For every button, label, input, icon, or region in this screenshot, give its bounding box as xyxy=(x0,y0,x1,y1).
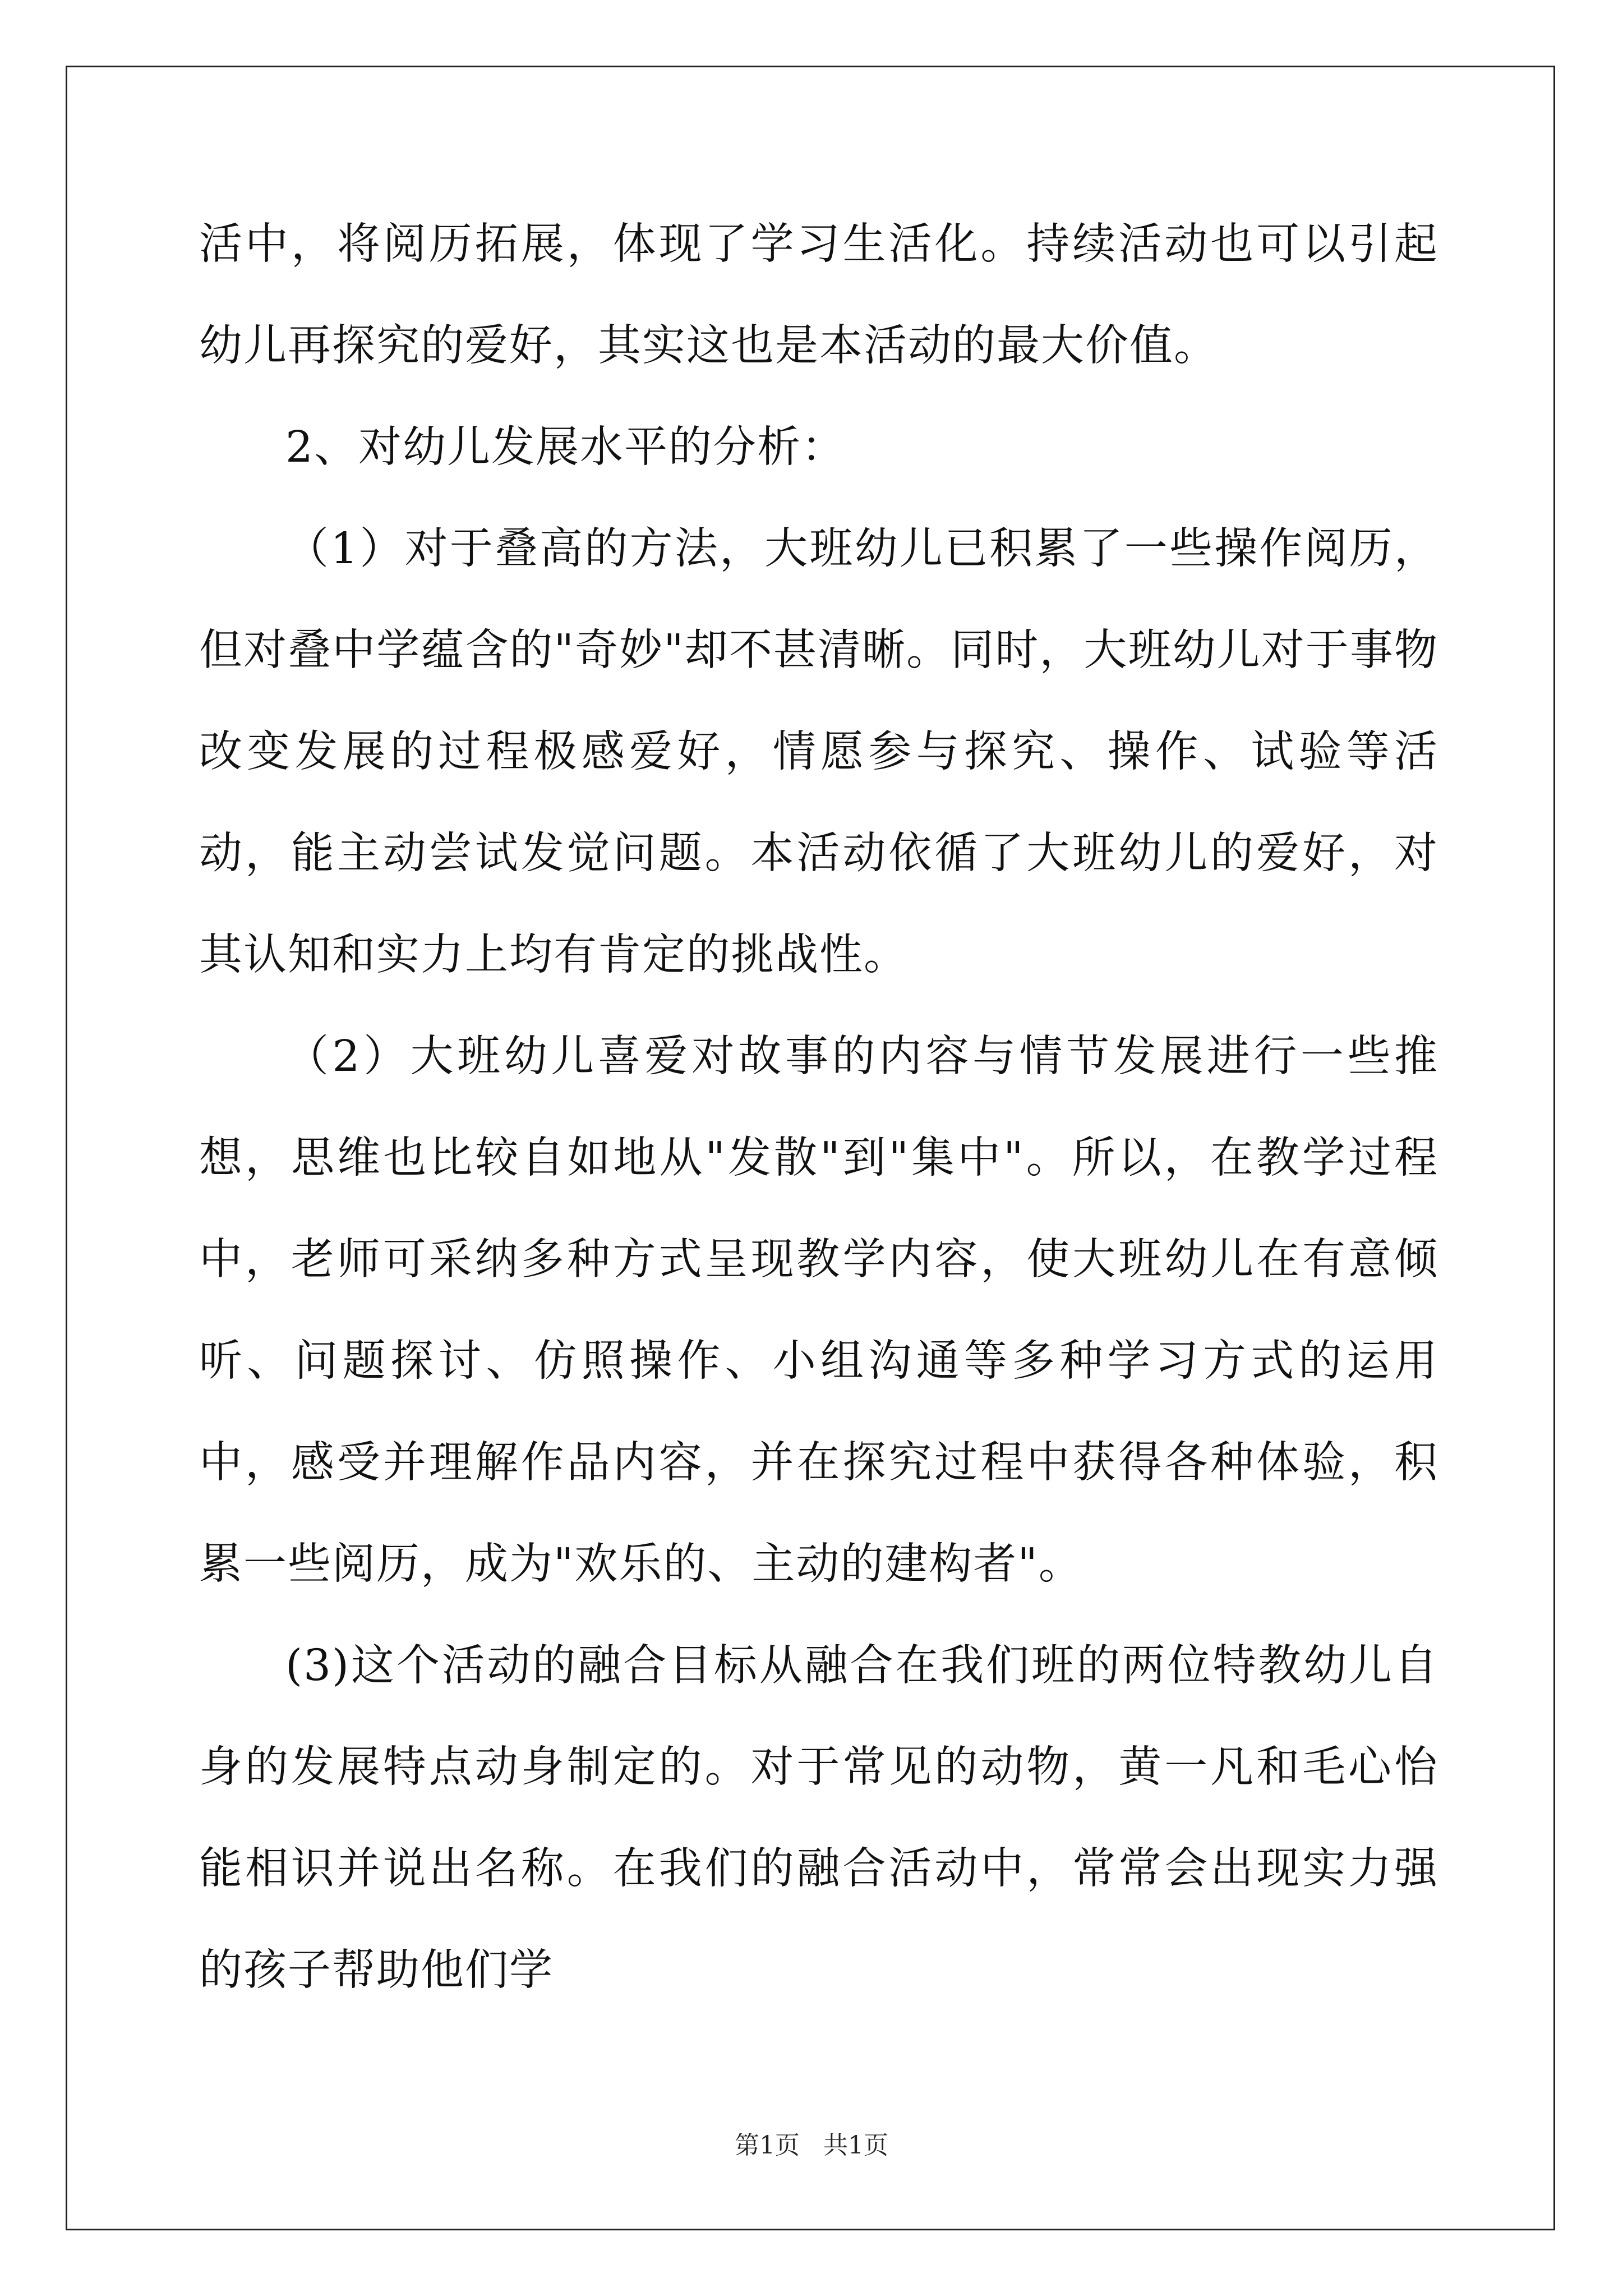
page-total: 共1页 xyxy=(823,2131,888,2160)
document-body xyxy=(199,194,1438,2021)
page-number: 第1页 xyxy=(735,2131,800,2160)
paragraph-point-1: （1）对于叠高的方法，大班幼儿已积累了一些操作阅历，但对叠中学蕴含的"奇妙"却不甚清晰。同时，大班幼儿对于事物改变发展的过程极感爱好，情愿参与探究、操作、试验等活动，能主动尝试发觉问题。本活动依循了大班幼儿的爱好，对其认知和实力上均有肯定的挑战性。 xyxy=(199,524,1438,980)
paragraph-section-heading: 2、对幼儿发展水平的分析： xyxy=(285,422,846,472)
page-footer xyxy=(0,2129,1623,2162)
paragraph-continuation: 活中，将阅历拓展，体现了学习生活化。持续活动也可以引起幼儿再探究的爱好，其实这也是本活动的最大价值。 xyxy=(199,219,1438,371)
paragraph-point-3: (3)这个活动的融合目标从融合在我们班的两位特教幼儿自身的发展特点动身制定的。对于常见的动物，黄一凡和毛心怡能相识并说出名称。在我们的融合活动中，常常会出现实力强的孩子帮助他们学 xyxy=(199,1641,1438,1995)
paragraph-point-2: （2）大班幼儿喜爱对故事的内容与情节发展进行一些推想，思维也比较自如地从"发散"到"集中"。所以，在教学过程中，老师可采纳多种方式呈现教学内容，使大班幼儿在有意倾听、问题探讨、仿照操作、小组沟通等多种学习方式的运用中，感受并理解作品内容，并在探究过程中获得各种体验，积累一些阅历，成为"欢乐的、主动的建构者"。 xyxy=(199,1032,1438,1589)
